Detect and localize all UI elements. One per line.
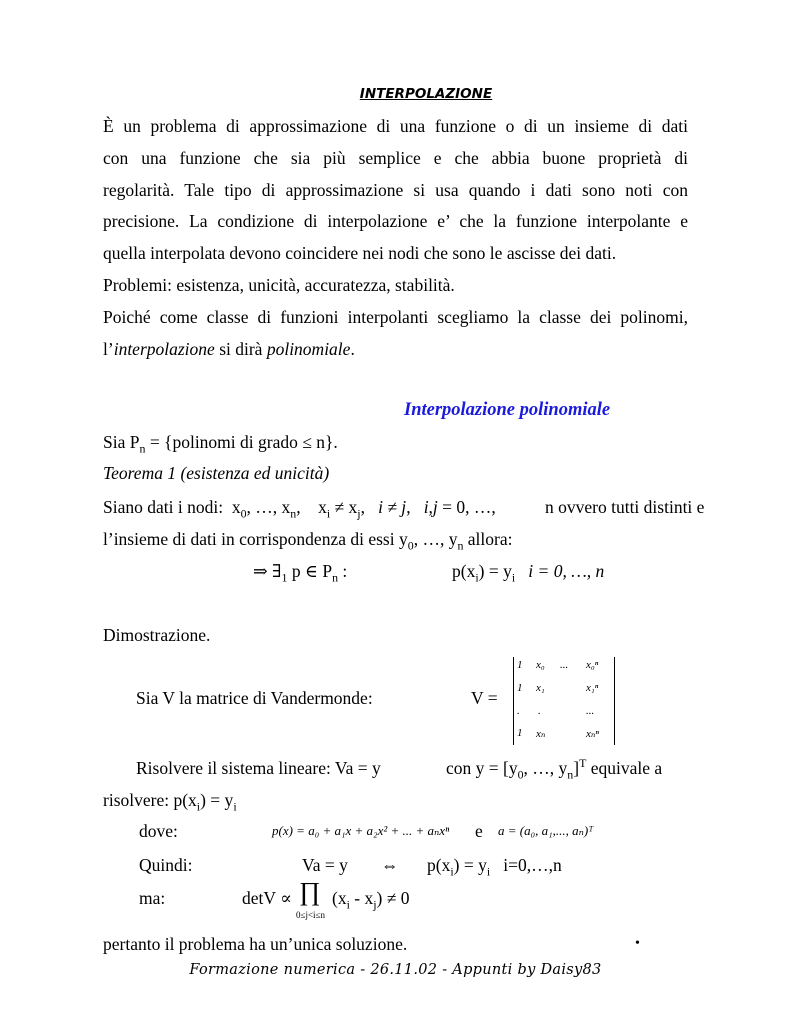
problems-line: Problemi: esistenza, unicità, accuratezza, stabilità.: [103, 275, 455, 295]
det-suffix: $(x_i - x_j) \ne 0$: [332, 888, 410, 912]
quindi-tail: $p(x_i) = y_i$ i=0,…,n: [427, 855, 562, 879]
polynomial-formula: p(x) = a₀ + a₁x + a₂x² + ... + aₙxⁿ: [272, 823, 450, 838]
matrix-cell: x₀: [536, 659, 545, 671]
coefficient-vector: a = (a₀, a₁,..., aₙ)ᵀ: [498, 823, 594, 838]
intro-line-1: È un problema di approssimazione di una funzione o di un insieme di dati: [103, 116, 688, 136]
dove-label: dove:: [139, 821, 178, 841]
ma-label: ma:: [139, 888, 166, 908]
quindi-va: Va = y: [302, 855, 348, 875]
intro-line-4: precisione. La condizione di interpolazione e’ che la funzione interpolante e: [103, 211, 688, 231]
iff-symbol: ⇔: [381, 855, 399, 875]
v-equals: V =: [471, 688, 498, 708]
quindi-label: Quindi:: [139, 855, 193, 875]
matrix-cell: x₀ⁿ: [586, 659, 599, 671]
section-heading: Interpolazione polinomiale: [404, 400, 611, 420]
theorem-label: Teorema 1 (esistenza ed unicità): [103, 463, 330, 483]
matrix-cell: .: [517, 705, 520, 717]
matrix-cell: x₁: [536, 682, 545, 694]
product-range: 0≤j<i≤n: [296, 910, 325, 920]
document-title: INTERPOLAZIONE: [359, 86, 493, 102]
exists-left: ⇒ $\exists_1$ p ∈ $P_n$ :: [253, 561, 348, 585]
poiche-line: Poiché come classe di funzioni interpolanti scegliamo la classe dei polinomi,: [103, 307, 688, 327]
e-label: e: [475, 821, 483, 841]
page-footer: Formazione numerica - 26.11.02 - Appunti by Daisy83: [189, 962, 602, 978]
dimostrazione-label: Dimostrazione.: [103, 625, 211, 645]
det-prefix: detV ∝: [242, 888, 292, 908]
risolvere-line: risolvere: $p(x_i) = y_i$: [103, 790, 237, 814]
nodes-line-tail: n ovvero tutti distinti e: [545, 497, 705, 517]
bullet-point: •: [635, 936, 640, 951]
matrix-cell: 1: [517, 659, 523, 671]
matrix-cell: x₁ⁿ: [586, 682, 599, 694]
product-symbol: ∏: [299, 877, 321, 906]
matrix-cell: xₙ: [536, 728, 546, 740]
sia-pn-line: Sia $P_n$ = {polinomi di grado ≤ n}.: [103, 432, 338, 456]
intro-line-3: regolarità. Tale tipo di approssimazione si usa quando i dati sono noti con: [103, 180, 688, 200]
vandermonde-label: Sia V la matrice di Vandermonde:: [136, 688, 373, 708]
matrix-cell: 1: [517, 727, 523, 739]
polinomiale-line: l’interpolazione si dirà polinomiale.: [103, 339, 355, 359]
nodes-line: Siano dati i nodi: $x_0$, …, $x_n$, $x_i \ne x_j$, i ≠ j, i,j = 0, …,: [103, 497, 496, 521]
matrix-cell: .: [538, 705, 541, 717]
system-line-right: con $y = [y_0$, …, $y_n]^T$ equivale a: [446, 756, 663, 782]
matrix-cell: 1: [517, 682, 523, 694]
matrix-cell: ...: [560, 659, 569, 671]
conclusion-line: pertanto il problema ha un’unica soluzione.: [103, 934, 408, 954]
matrix-cell: ...: [586, 705, 595, 717]
matrix-cell: xₙⁿ: [586, 728, 599, 740]
intro-line-5: quella interpolata devono coincidere nei nodi che sono le ascisse dei dati.: [103, 243, 617, 263]
system-line-left: Risolvere il sistema lineare: Va = y: [136, 758, 381, 778]
intro-line-2: con una funzione che sia più semplice e che abbia buone proprietà di: [103, 148, 688, 168]
vandermonde-matrix: [513, 657, 615, 745]
exists-right: $p(x_i) = y_i$ i = 0, …, n: [452, 561, 605, 585]
data-line: l’insieme di dati in corrispondenza di essi $y_0$, …, $y_n$ allora:: [103, 529, 513, 553]
